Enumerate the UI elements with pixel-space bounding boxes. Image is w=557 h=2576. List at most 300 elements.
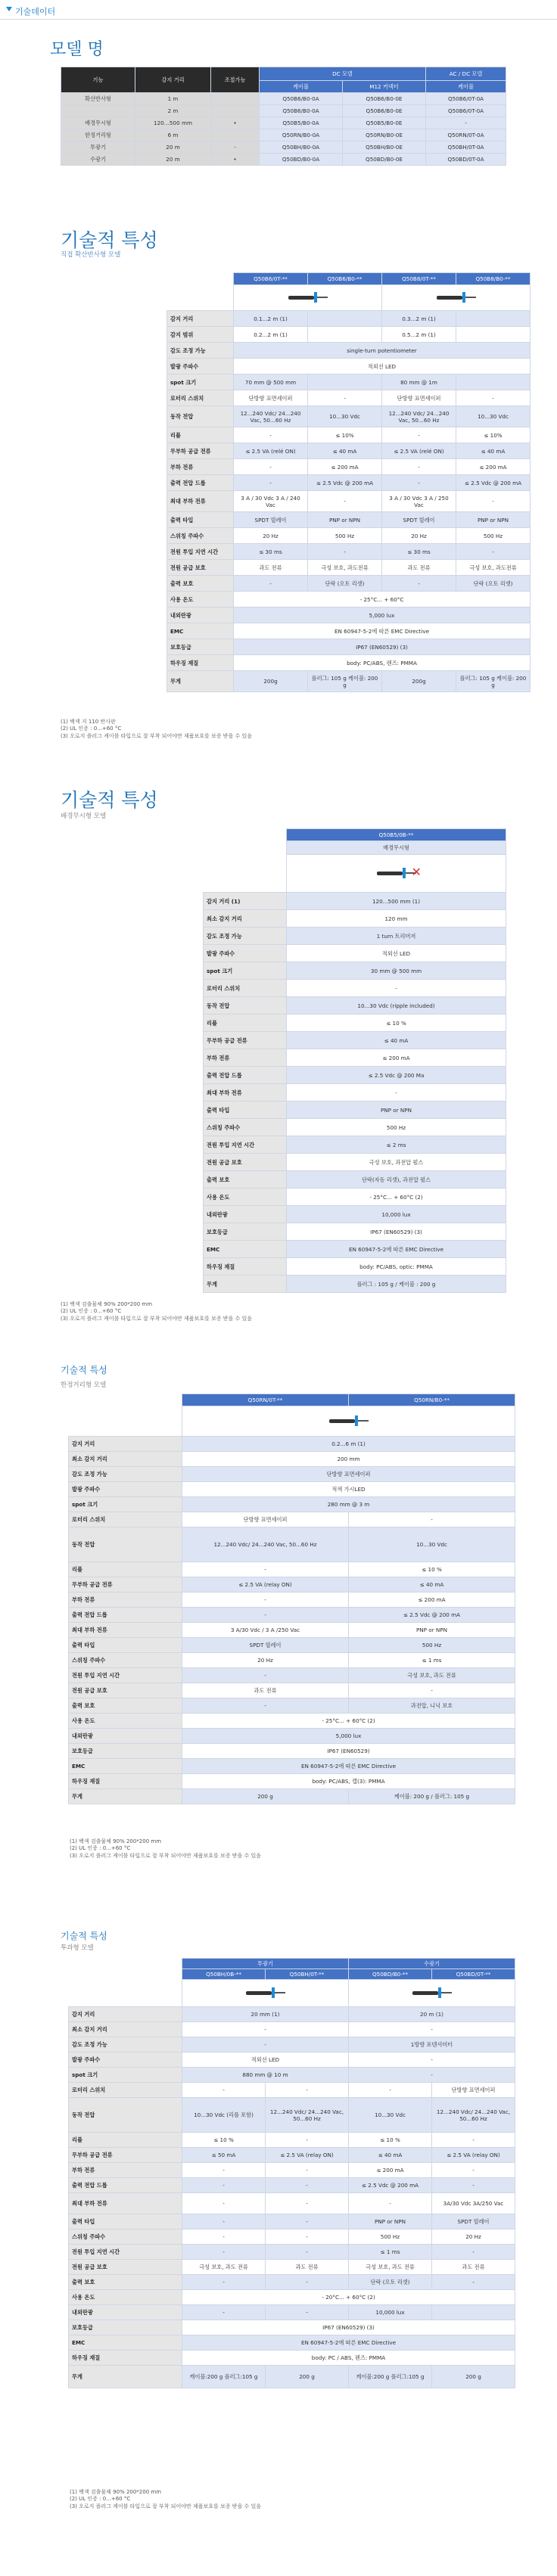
model-function: 수광기 xyxy=(61,154,135,166)
spec-label: 로터리 스위치 xyxy=(69,2083,182,2098)
spec-label: 하우징 재질 xyxy=(69,2351,182,2366)
model-dc-cable: Q50B5/B0-0A xyxy=(260,117,343,129)
table-row xyxy=(69,2148,515,2163)
table-row xyxy=(204,1258,506,1276)
spec-value: - xyxy=(182,2193,266,2214)
spec-label: 스위칭 주파수 xyxy=(69,1653,182,1668)
sensor-icon xyxy=(434,289,479,306)
spec-label: 무게 xyxy=(167,671,234,692)
spec-value: - xyxy=(382,475,456,491)
spec-label: spot 크기 xyxy=(69,2068,182,2083)
table-row xyxy=(167,607,531,623)
model-section-title: 모델 명 xyxy=(50,40,104,59)
table-row xyxy=(69,1482,515,1497)
spec-label: 최대 부하 전류 xyxy=(69,1623,182,1638)
spec3-table xyxy=(68,1394,515,1804)
spec-value: IP67 (EN60529) xyxy=(182,1744,515,1759)
spec-value: EN 60947-5-2에 따른 EMC Directive xyxy=(182,1759,515,1774)
spec1-col-header: Q50B6/B0-** xyxy=(308,273,382,285)
spec2-col-header: Q50B5/0B-** xyxy=(287,829,506,841)
spec1-subtitle: 직접 확산반사형 모델 xyxy=(61,251,121,259)
table-row xyxy=(69,2193,515,2214)
spec-value: - 25°C... + 60°C (2) xyxy=(287,1189,506,1206)
spec-value: 120...500 mm (1) xyxy=(287,893,506,910)
model-adjust: • xyxy=(211,154,260,166)
table-row xyxy=(204,1067,506,1084)
spec-value: 적외선 LED xyxy=(182,2052,349,2068)
spec-value: 880 mm @ 10 m xyxy=(182,2068,349,2083)
spec-value xyxy=(456,374,531,390)
spec-value: ≤ 40 mA xyxy=(308,443,382,459)
footnote: (2) UL 인증 : 0...+60 °C xyxy=(61,726,122,732)
spec-label: 스위칭 주파수 xyxy=(204,1119,287,1136)
sensor-image xyxy=(182,1980,349,2007)
table-row xyxy=(69,1744,515,1759)
spec-value: 플러그: 105 g 케이블: 200 g xyxy=(308,671,382,692)
model-function: 한정거리형 xyxy=(61,129,135,141)
spec-value: 3 A / 30 Vdc 3 A / 250 Vac xyxy=(382,491,456,512)
spec-value: ≤ 2.5 VA (relé ON) xyxy=(234,443,308,459)
sensor-image xyxy=(349,1980,515,2007)
spec-value: 단락 (오토 리셋) xyxy=(308,576,382,592)
table-row xyxy=(204,980,506,997)
spec-value: 3A/30 Vdc 3A/250 Vac xyxy=(432,2193,515,2214)
table-row xyxy=(204,1276,506,1293)
spec-value: - xyxy=(308,390,382,406)
spec-value: 단방향 표면세이퍼 xyxy=(382,390,456,406)
spec-value: ≤ 10 % xyxy=(182,2133,266,2148)
table-row xyxy=(69,2290,515,2305)
spec-value: - xyxy=(432,2245,515,2260)
model-head-adjust: 조절가능 xyxy=(211,67,260,93)
spec-label: 내외란광 xyxy=(69,2305,182,2320)
spec3-notes xyxy=(70,1838,261,1860)
spec-value: 120 mm xyxy=(287,910,506,928)
table-row xyxy=(204,1136,506,1154)
spec-value: - xyxy=(182,2305,266,2320)
spec-value: 500 Hz xyxy=(349,1638,515,1653)
spec-value: body: PC/ABS, optic: PMMA xyxy=(287,1258,506,1276)
spec-value: ≤ 2.5 VA (relay ON) xyxy=(182,1577,349,1593)
table-row xyxy=(61,117,506,129)
model-head-cable2: 케이블 xyxy=(426,81,506,93)
spec-value: - xyxy=(349,2083,432,2098)
spec-value: 5,000 lux xyxy=(234,607,531,623)
spec-value: IP67 (EN60529) (3) xyxy=(234,639,531,655)
model-m12: Q50B6/B0-0E xyxy=(343,105,426,117)
spec-value: - xyxy=(182,2178,266,2193)
table-row xyxy=(167,623,531,639)
table-row xyxy=(69,2335,515,2351)
spec-label: 감지 거리 xyxy=(69,2007,182,2022)
spec-value: IP67 (EN60529) (3) xyxy=(287,1223,506,1241)
table-row xyxy=(167,374,531,390)
spec-value: 극성 보호, 과도전류 xyxy=(308,560,382,576)
table-row xyxy=(69,2305,515,2320)
spec-value: 단락(자동 리셋), 과전압 펄스 xyxy=(287,1171,506,1189)
top-bar xyxy=(0,0,557,20)
model-head-function: 기능 xyxy=(61,67,135,93)
spec-value: - xyxy=(432,2178,515,2193)
table-row xyxy=(69,2022,515,2037)
spec-label: EMC xyxy=(167,623,234,639)
model-m12: Q50RN/B0-0E xyxy=(343,129,426,141)
model-function xyxy=(61,105,135,117)
table-row xyxy=(204,1241,506,1258)
spec-label: 동작 전압 xyxy=(69,1527,182,1562)
spec-value: 극성 보호, 과도전류 xyxy=(456,560,531,576)
spec-value: 극성 보호, 과전압 펄스 xyxy=(287,1154,506,1171)
table-row xyxy=(204,928,506,945)
spec-label: spot 크기 xyxy=(167,374,234,390)
table-row xyxy=(69,1512,515,1527)
spec-value xyxy=(308,327,382,343)
model-dc-cable: Q50BD/B0-0A xyxy=(260,154,343,166)
spec-value: 1방향 포텐셔미터 xyxy=(349,2037,515,2052)
spec-value: 적외선 LED xyxy=(234,359,531,374)
table-row xyxy=(167,491,531,512)
spec2-table xyxy=(203,828,506,1293)
spec-value: - xyxy=(266,2133,349,2148)
table-row xyxy=(204,945,506,962)
spec-value: ≤ 2.5 Vdc @ 200 mA xyxy=(349,1608,515,1623)
spec-label: 사용 온도 xyxy=(167,592,234,607)
table-row xyxy=(204,997,506,1015)
footnote: (1) 백색 검출물체 90% 200*200 mm xyxy=(70,1838,162,1844)
spec-value: - xyxy=(234,475,308,491)
spec-value: ≤ 1 ms xyxy=(349,2245,432,2260)
spec-label: 출력 보호 xyxy=(204,1171,287,1189)
spec4-title: 기술적 특성 xyxy=(61,1931,107,1941)
spec-value xyxy=(308,311,382,327)
spec-label: EMC xyxy=(204,1241,287,1258)
model-ac-cable: Q50B6/0T-0A xyxy=(426,93,506,105)
spec-label: 최대 부하 전류 xyxy=(204,1084,287,1102)
spec-value: - xyxy=(266,2193,349,2214)
spec-value: 플러그 : 105 g / 케이블 : 200 g xyxy=(287,1276,506,1293)
spec-label: 무부하 공급 전류 xyxy=(69,1577,182,1593)
model-distance: 6 m xyxy=(135,129,211,141)
spec-label: 부하 전류 xyxy=(204,1049,287,1067)
spec-value: 500 Hz xyxy=(287,1119,506,1136)
spec-value: body: PC / ABS, 렌즈: PMMA xyxy=(182,2351,515,2366)
spec-value: 플러그: 105 g 케이블: 200 g xyxy=(456,671,531,692)
sensor-image xyxy=(287,855,506,893)
spec1-col-header: Q50B8/0T-** xyxy=(382,273,456,285)
spec-value: 200 g xyxy=(182,1789,349,1804)
spec-label: 하우징 재질 xyxy=(204,1258,287,1276)
spec-label: 전원 투입 지연 시간 xyxy=(69,1668,182,1683)
table-row xyxy=(167,406,531,427)
spec4-subtitle: 투과형 모델 xyxy=(61,1944,94,1952)
model-distance: 1 m xyxy=(135,93,211,105)
spec-label: 전원 공급 보호 xyxy=(69,2260,182,2275)
table-row xyxy=(61,141,506,154)
spec-label: 최소 감지 거리 xyxy=(69,2022,182,2037)
spec-value: - xyxy=(182,2022,349,2037)
footnote: (3) 오로지 플러그 케이블 타입으로 잘 부착 되어야만 제품보호를 보증 받을 수 있음 xyxy=(61,732,252,739)
spec-value: 30 mm @ 500 mm xyxy=(287,962,506,980)
spec-value: ≤ 30 ms xyxy=(234,544,308,560)
spec-label: 무게 xyxy=(69,1789,182,1804)
table-row xyxy=(167,576,531,592)
table-row xyxy=(69,1714,515,1729)
spec-value: - xyxy=(234,427,308,443)
spec1-col-header: Q50B8/B0-** xyxy=(456,273,531,285)
spec-label: 감지 범위 xyxy=(167,327,234,343)
spec-value: ≤ 2.5 VA (relay ON) xyxy=(432,2148,515,2163)
spec-value: - 25°C... + 60°C (2) xyxy=(182,1714,515,1729)
spec-value: SPDT 릴레이 xyxy=(182,1638,349,1653)
spec-value: 200g xyxy=(234,671,308,692)
table-row xyxy=(167,311,531,327)
spec-label: 부하 전류 xyxy=(167,459,234,475)
spec-value: 10...30 Vdc xyxy=(456,406,531,427)
table-row xyxy=(69,1668,515,1683)
spec-value: ≤ 1 ms xyxy=(349,1653,515,1668)
sensor-icon: ✕ xyxy=(374,865,419,881)
spec-value: PNP or NPN xyxy=(308,512,382,528)
spec-label: 보호등급 xyxy=(69,2320,182,2335)
table-row xyxy=(167,592,531,607)
spec-value: 과도 전류 xyxy=(432,2260,515,2275)
table-row xyxy=(69,2214,515,2230)
spec-value: 0.2...6 m (1) xyxy=(182,1437,515,1452)
model-head-m12: M12 커넥터 xyxy=(343,81,426,93)
spec-value: - xyxy=(266,2305,349,2320)
table-row xyxy=(69,2037,515,2052)
table-row xyxy=(204,962,506,980)
spec-value: 200 g xyxy=(266,2366,349,2388)
spec-value: 20 Hz xyxy=(432,2230,515,2245)
table-row xyxy=(204,1206,506,1223)
spec4-col-header: Q50BD/0T-** xyxy=(432,1969,515,1980)
chevron-down-icon[interactable] xyxy=(6,7,12,11)
spec-label: 전원 공급 보호 xyxy=(69,1683,182,1698)
spec1-title: 기술적 특성 xyxy=(61,229,158,251)
spec-value: - 25°C... + 60°C xyxy=(234,592,531,607)
spec-value: - xyxy=(432,2163,515,2178)
spec-value: 단락 (오토 리셋) xyxy=(349,2275,432,2290)
spec-value: - xyxy=(182,1698,349,1714)
spec-value: 10...30 Vdc (ripple included) xyxy=(287,997,506,1015)
spec-value: - xyxy=(234,459,308,475)
spec-value: 케이블:200 g 플러그:105 g xyxy=(349,2366,432,2388)
spec-value: 과도 전류 xyxy=(382,560,456,576)
spec-label: 출력 보호 xyxy=(167,576,234,592)
spec-value: 200g xyxy=(382,671,456,692)
spec-value: ≤ 10 % xyxy=(349,2133,432,2148)
spec3-col-header: Q50RN/B0-** xyxy=(349,1394,515,1406)
table-row xyxy=(167,655,531,671)
spec-value: IP67 (EN60529) (3) xyxy=(182,2320,515,2335)
spec-label: 전원 공급 보호 xyxy=(167,560,234,576)
sensor-image xyxy=(182,1406,515,1437)
spec-value: - xyxy=(287,1084,506,1102)
spec-value: - xyxy=(456,544,531,560)
sensor-icon xyxy=(243,1984,288,2001)
spec-value: 1 turn 트리머저 xyxy=(287,928,506,945)
spec-label: EMC xyxy=(69,1759,182,1774)
spec-value: ≤ 10 % xyxy=(349,1562,515,1577)
spec-value: 70 mm @ 500 mm xyxy=(234,374,308,390)
spec-label: 최소 감지 거리 xyxy=(204,910,287,928)
sensor-icon xyxy=(326,1412,372,1429)
spec-label: 최대 부하 전류 xyxy=(167,491,234,512)
spec-value: 3 A / 30 Vdc 3 A / 240 Vac xyxy=(234,491,308,512)
spec-label: 감도 조정 가능 xyxy=(167,343,234,359)
footnote: (3) 오로지 플러그 케이블 타입으로 잘 부착 되어야만 제품보호를 보증 받을 수 있음 xyxy=(61,1315,252,1322)
model-head-distance: 감지 거리 xyxy=(135,67,211,93)
spec2-notes xyxy=(61,1301,252,1322)
spec-value: 0.5...2 m (1) xyxy=(382,327,456,343)
spec-value xyxy=(308,374,382,390)
spec-label: 사용 온도 xyxy=(69,1714,182,1729)
spec-value: 20 Hz xyxy=(234,528,308,544)
spec-label: 감도 조정 가능 xyxy=(69,1467,182,1482)
spec-label: 내외란광 xyxy=(167,607,234,623)
table-row xyxy=(167,443,531,459)
model-ac-cable: Q50BH/0T-0A xyxy=(426,141,506,154)
spec-value: ≤ 10% xyxy=(456,427,531,443)
spec-value: ≤ 10 % xyxy=(287,1015,506,1032)
spec-value: ≤ 200 mA xyxy=(349,1593,515,1608)
table-row xyxy=(167,544,531,560)
model-distance: 20 m xyxy=(135,154,211,166)
spec-label: 발광 주파수 xyxy=(69,2052,182,2068)
spec-value: 케이블: 200 g / 플러그: 105 g xyxy=(349,1789,515,1804)
spec-label: 감지 거리 xyxy=(69,1437,182,1452)
spec-label: 스위칭 주파수 xyxy=(69,2230,182,2245)
spec-label: 출력 전압 드롭 xyxy=(167,475,234,491)
spec-label: 로터리 스위치 xyxy=(167,390,234,406)
spec-label: 리플 xyxy=(69,1562,182,1577)
spec-value: 케이블:200 g 플러그:105 g xyxy=(182,2366,266,2388)
spec-value: ≤ 2.5 VA (relay ON) xyxy=(266,2148,349,2163)
spec-label: 출력 타입 xyxy=(69,1638,182,1653)
spec-label: 무부하 공급 전류 xyxy=(167,443,234,459)
spec-value: - xyxy=(287,980,506,997)
spec-value: 500 Hz xyxy=(349,2230,432,2245)
model-ac-cable: Q50RN/0T-0A xyxy=(426,129,506,141)
page-header-title[interactable]: 기술데이터 xyxy=(15,7,56,17)
table-row xyxy=(69,2007,515,2022)
table-row xyxy=(167,512,531,528)
spec-value: - xyxy=(182,2163,266,2178)
table-row xyxy=(69,1698,515,1714)
sensor-image xyxy=(234,285,382,311)
spec-value: 단방향 표면세이퍼 xyxy=(182,1512,349,1527)
spec-label: 발광 주파수 xyxy=(167,359,234,374)
spec-label: 출력 전압 드롭 xyxy=(69,1608,182,1623)
table-row xyxy=(69,2178,515,2193)
spec-value: body: PC/ABS, 렌즈: PMMA xyxy=(234,655,531,671)
model-adjust: - xyxy=(211,141,260,154)
table-row xyxy=(69,1759,515,1774)
spec-label: 출력 보호 xyxy=(69,1698,182,1714)
spec-value: ≤ 2.5 Vdc @ 200 mA xyxy=(456,475,531,491)
spec-label: 무게 xyxy=(69,2366,182,2388)
spec-value: 10,000 lux xyxy=(287,1206,506,1223)
spec-value: 200 g xyxy=(432,2366,515,2388)
table-row xyxy=(167,359,531,374)
spec-value: 12...240 Vdc/ 24...240 Vac, 50...60 Hz xyxy=(432,2098,515,2133)
spec-label: 동작 전압 xyxy=(69,2098,182,2133)
spec-label: 보호등급 xyxy=(167,639,234,655)
table-row xyxy=(204,1154,506,1171)
spec-value: ≤ 10% xyxy=(308,427,382,443)
spec-value: - xyxy=(349,2022,515,2037)
table-row xyxy=(69,1467,515,1482)
footnote: (1) 백색 지 110 반사판 xyxy=(61,719,116,725)
spec4-col-header: Q50BH/0B-** xyxy=(182,1969,266,1980)
spec-label: 감지 거리 (1) xyxy=(204,893,287,910)
spec-value: - xyxy=(349,2193,432,2214)
spec-value: 280 mm @ 3 m xyxy=(182,1497,515,1512)
spec-value: 12...240 Vdc/ 24...240 Vac, 50...60 Hz xyxy=(266,2098,349,2133)
spec4-col-header: Q50BH/0T-** xyxy=(266,1969,349,1980)
table-row xyxy=(69,1653,515,1668)
table-row xyxy=(69,2163,515,2178)
spec-label: 감도 조정 가능 xyxy=(204,928,287,945)
spec-label: 리플 xyxy=(204,1015,287,1032)
table-row xyxy=(204,1119,506,1136)
table-row xyxy=(69,2098,515,2133)
table-row xyxy=(167,671,531,692)
footnote: (2) UL 인증 : 0...+60 °C xyxy=(61,1308,122,1315)
spec-label: 최대 부하 전류 xyxy=(69,2193,182,2214)
table-row xyxy=(69,1562,515,1577)
table-row xyxy=(167,475,531,491)
spec-value: - xyxy=(266,2230,349,2245)
table-row xyxy=(69,2275,515,2290)
spec-value: - xyxy=(382,576,456,592)
footnote: (2) UL 인증 : 0...+60 °C xyxy=(70,2496,131,2503)
spec-value: 500 Hz xyxy=(456,528,531,544)
spec-value: - xyxy=(182,2214,266,2230)
table-row xyxy=(167,459,531,475)
table-row xyxy=(69,1593,515,1608)
table-row xyxy=(69,1437,515,1452)
spec4-group-header: 수광기 xyxy=(349,1959,515,1969)
spec-value: - xyxy=(182,1562,349,1577)
model-ac-cable: - xyxy=(426,117,506,129)
spec-value: - xyxy=(266,2178,349,2193)
table-row xyxy=(69,2260,515,2275)
spec-value: - xyxy=(266,2245,349,2260)
spec-value: - xyxy=(182,2275,266,2290)
spec-value: - xyxy=(349,2068,515,2083)
table-row xyxy=(167,528,531,544)
spec-label: 하우징 재질 xyxy=(69,1774,182,1789)
spec-label: 로터리 스위치 xyxy=(204,980,287,997)
table-row xyxy=(69,2320,515,2335)
spec-label: 사용 온도 xyxy=(69,2290,182,2305)
spec-label: 전원 투입 지연 시간 xyxy=(167,544,234,560)
model-adjust xyxy=(211,129,260,141)
spec-value: ≤ 2.5 Vdc @ 200 Ma xyxy=(287,1067,506,1084)
model-m12: Q50B6/B0-0E xyxy=(343,93,426,105)
spec-label: 무부하 공급 전류 xyxy=(69,2148,182,2163)
table-row xyxy=(61,93,506,105)
table-row xyxy=(69,2230,515,2245)
spec-label: 출력 타입 xyxy=(69,2214,182,2230)
spec-value: SPDT 릴레이 xyxy=(382,512,456,528)
spec-value: EN 60947-5-2에 따른 EMC Directive xyxy=(234,623,531,639)
table-row xyxy=(69,1577,515,1593)
spec-value: ≤ 200 mA xyxy=(349,2163,432,2178)
spec-value: ≤ 2.5 Vdc @ 200 mA xyxy=(308,475,382,491)
